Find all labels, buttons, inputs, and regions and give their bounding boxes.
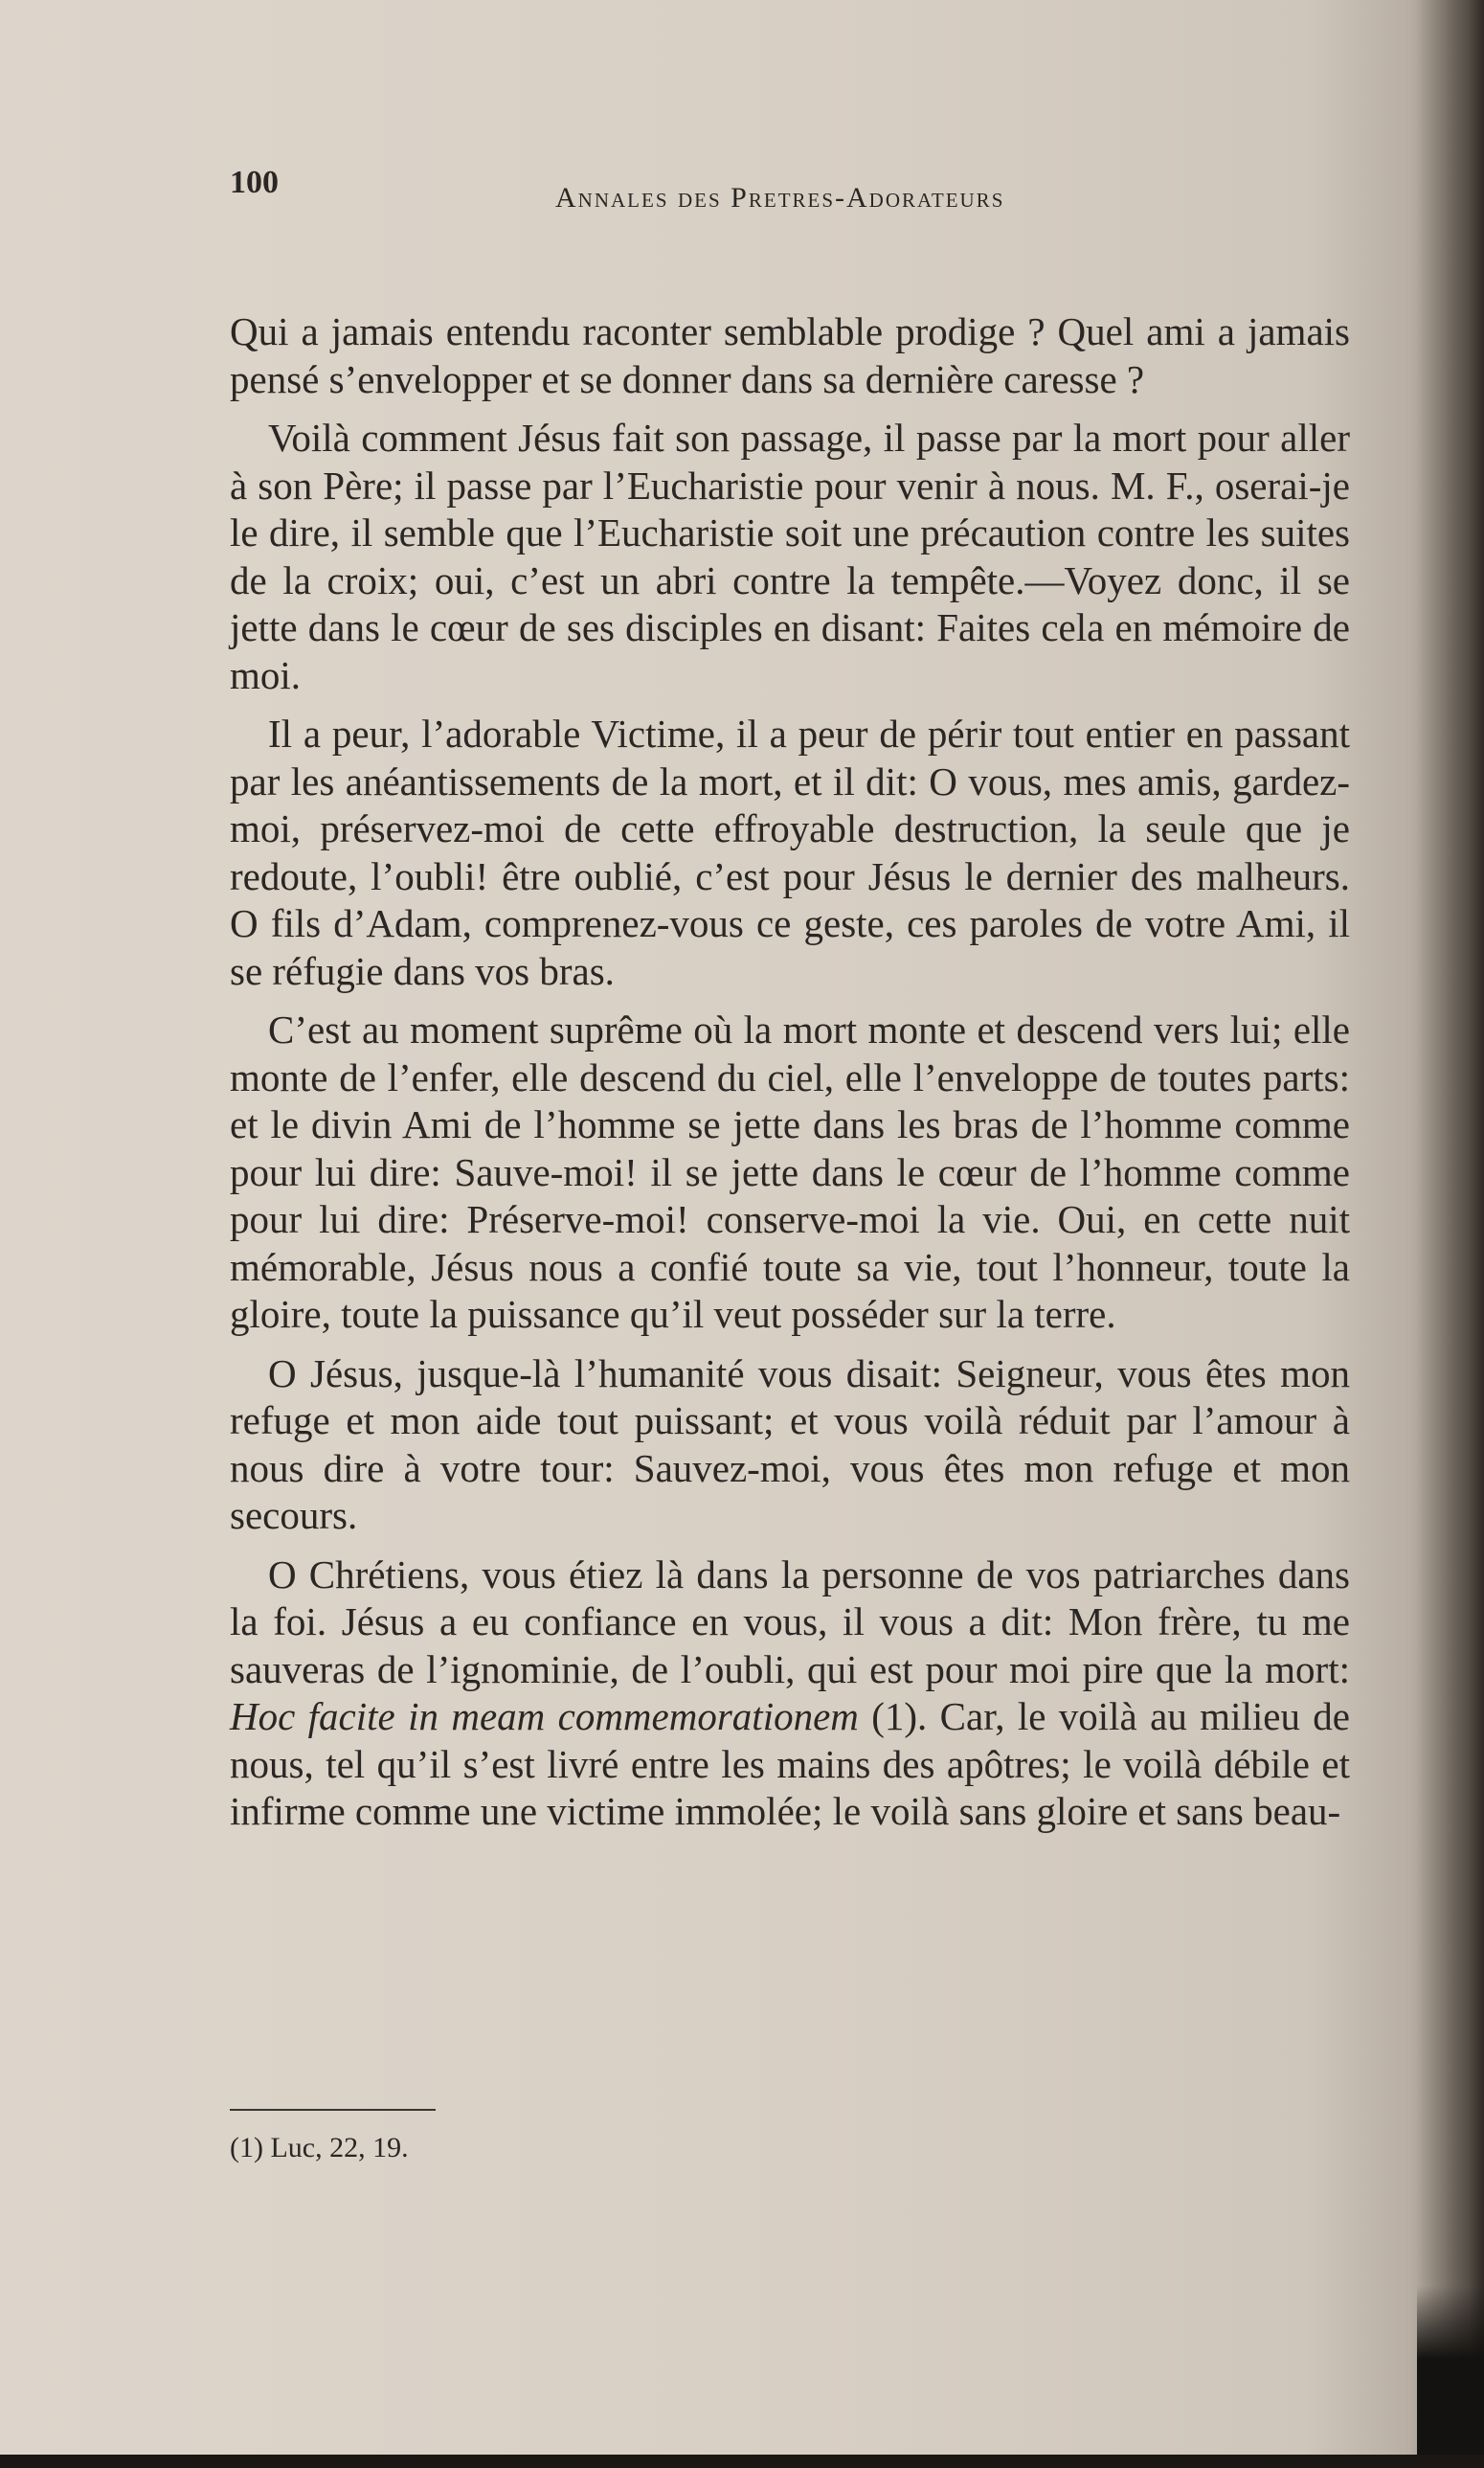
paragraph: Qui a jamais entendu raconter semblable prodige ? Quel ami a jamais pensé s’envelopper et se donner dans sa dernière caresse ? [230,309,1350,401]
page-corner-shadow [1417,2286,1484,2468]
footnote-rule [230,2109,436,2111]
paragraph: O Jésus, jusque-là l’humanité vous disait: Seigneur, vous êtes mon refuge et mon aide tout puissant; et vous voilà réduit par l’amour à nous dire à votre tour: Sauvez-moi, vous êtes mon refuge et mon secours. [230,1350,1350,1537]
paragraph: Voilà comment Jésus fait son passage, il passe par la mort pour aller à son Père; il passe par l’Eucharistie pour venir à nous. M. F., oserai-je le dire, il semble que l’Eucharistie soit une précaution contre les suites de la croix; oui, c’est un abri contre la tempête.—Voyez donc, il se jette dans le cœur de ses disciples en disant: Faites cela en mémoire de moi. [230,416,1350,697]
paragraph: Il a peur, l’adorable Victime, il a peur de périr tout entier en passant par les anéantissements de la mort, et il dit: O vous, mes amis, gardez-moi, préservez-moi de cette effroyable destruction, la seule que je redoute, l’oubli! être oublié, c’est pour Jésus le dernier des malheurs. O fils d’Adam, comprenez-vous ce geste, ces paroles de votre Ami, il se réfugie dans vos bras. [230,712,1350,993]
page-header [230,165,1135,213]
body-text [230,308,1350,1847]
paragraph-last [230,1551,1350,1836]
bottom-edge [0,2455,1484,2468]
latin-quote: Hoc facite in meam commemorationem [230,1694,859,1738]
footnote: (1) Luc, 22, 19. [230,2132,409,2163]
binding-edge-shadow [1417,0,1484,2468]
page-number: 100 [230,165,279,200]
paragraph-text: (1). Car, le voilà au milieu de nous, tel qu’il s’est livré entre les mains des apôtres; le voilà débile et infirme comme une victime immolée; le voilà sans gloire et sans beau- [230,1694,1350,1833]
paragraph-text: O Chrétiens, vous étiez là dans la personne de vos patriarches dans la foi. Jésus a eu confiance en vous, il vous a dit: Mon frère, tu me sauveras de l’ignominie, de l’oubli, qui est pour moi pire que la mort: [230,1551,1350,1691]
running-title: Annales des Pretres-Adorateurs [555,182,1005,214]
paragraph: C’est au moment suprême où la mort monte et descend vers lui; elle monte de l’enfer, elle descend du ciel, elle l’enveloppe de toutes parts: et le divin Ami de l’homme se jette dans les bras de l’homme comme pour lui dire: Sauve-moi! il se jette dans le cœur de l’homme comme pour lui dire: Préserve-moi! conserve-moi la vie. Oui, en cette nuit mémorable, Jésus nous a confié toute sa vie, tout l’honneur, toute la gloire, toute la puissance qu’il veut posséder sur la terre. [230,1008,1350,1336]
